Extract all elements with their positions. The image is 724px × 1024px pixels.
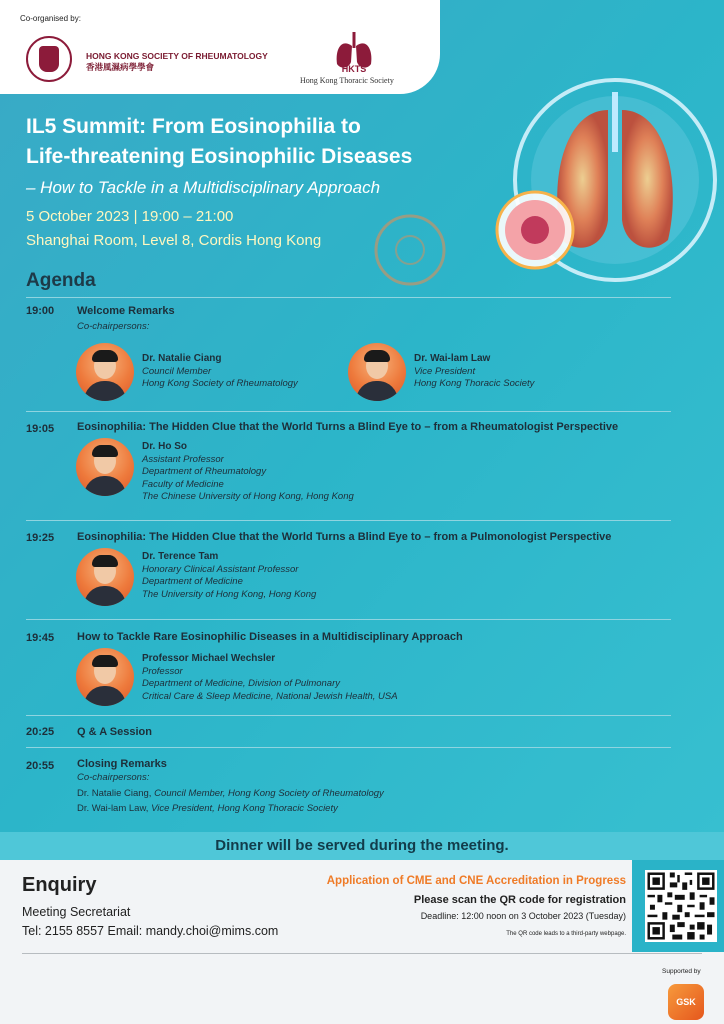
event-title: IL5 Summit: From Eosinophilia to Life-threatening Eosinophilic Diseases xyxy=(26,115,413,168)
speaker-info: Professor Michael Wechsler Professor Department of Medicine, Division of Pulmonary Critical Care & Sleep Medicine, National Jewish Health, USA xyxy=(142,653,398,702)
speaker-photo xyxy=(76,648,134,706)
speaker-info: Dr. Natalie Ciang Council Member Hong Kong Society of Rheumatology xyxy=(142,353,298,389)
session-time: 19:00 xyxy=(26,305,55,317)
session-time: 19:25 xyxy=(26,532,55,544)
supported-by-label: Supported by xyxy=(662,968,701,975)
qr-disclaimer: The QR code leads to a third-party webpage. xyxy=(506,931,626,937)
hkts-name: Hong Kong Thoracic Society xyxy=(300,76,394,85)
agenda-heading: Agenda xyxy=(26,270,96,291)
session-time: 19:45 xyxy=(26,632,55,644)
session-title: How to Tackle Rare Eosinophilic Diseases in a Multidisciplinary Approach xyxy=(77,631,463,643)
divider xyxy=(26,411,671,412)
speaker-photo xyxy=(76,438,134,496)
speaker-info: Dr. Ho So Assistant Professor Department of Rheumatology Faculty of Medicine The Chinese University of Hong Kong, Hong Kong xyxy=(142,441,354,502)
hkts-logo xyxy=(331,28,377,74)
event-venue: Shanghai Room, Level 8, Cordis Hong Kong xyxy=(26,232,322,249)
speaker-info: Dr. Wai-lam Law Vice President Hong Kong Thoracic Society xyxy=(414,353,535,389)
cochair-label: Co-chairpersons: xyxy=(77,772,150,783)
session-title: Welcome Remarks xyxy=(77,305,175,317)
speaker-photo xyxy=(76,343,134,401)
scan-instruction: Please scan the QR code for registration xyxy=(413,894,626,906)
contact-line: Tel: 2155 8557 Email: mandy.choi@mims.com xyxy=(22,924,279,938)
divider xyxy=(26,619,671,620)
cochair-label: Co-chairpersons: xyxy=(77,321,150,332)
speaker-photo xyxy=(348,343,406,401)
speaker-info: Dr. Terence Tam Honorary Clinical Assistant Professor Department of Medicine The University of Hong Kong, Hong Kong xyxy=(142,551,317,600)
divider xyxy=(26,747,671,748)
session-title: Eosinophilia: The Hidden Clue that the World Turns a Blind Eye to – from a Rheumatologist Perspective xyxy=(77,421,619,433)
cochair-line: Dr. Natalie Ciang, Council Member, Hong Kong Society of Rheumatology xyxy=(77,788,384,799)
secretariat-label: Meeting Secretariat xyxy=(22,905,131,919)
svg-text:HKTS: HKTS xyxy=(341,64,367,74)
session-time: 19:05 xyxy=(26,423,55,435)
event-date: 5 October 2023 | 19:00 – 21:00 xyxy=(26,208,234,225)
registration-deadline: Deadline: 12:00 noon on 3 October 2023 (Tuesday) xyxy=(420,911,626,921)
hksr-name: HONG KONG SOCIETY OF RHEUMATOLOGY 香港風濕病學學會 xyxy=(86,51,268,72)
event-subtitle: – How to Tackle in a Multidisciplinary Approach xyxy=(26,178,381,197)
session-title: Eosinophilia: The Hidden Clue that the World Turns a Blind Eye to – from a Pulmonologist Perspective xyxy=(77,531,612,543)
hksr-logo xyxy=(26,36,72,82)
session-time: 20:55 xyxy=(26,760,55,772)
dinner-banner: Dinner will be served during the meeting. xyxy=(0,832,724,860)
divider xyxy=(26,520,671,521)
lungs-illustration xyxy=(470,70,720,310)
coorganised-label: Co-organised by: xyxy=(20,14,81,23)
registration-qr-code[interactable] xyxy=(645,870,717,942)
enquiry-heading: Enquiry xyxy=(22,874,97,896)
footer-divider xyxy=(22,953,702,954)
speaker-photo xyxy=(76,548,134,606)
divider xyxy=(26,715,671,716)
cme-notice: Application of CME and CNE Accreditation in Progress xyxy=(326,875,626,887)
divider xyxy=(26,297,671,298)
session-time: 20:25 xyxy=(26,726,55,738)
cochair-line: Dr. Wai-lam Law, Vice President, Hong Kong Thoracic Society xyxy=(77,803,338,814)
session-title: Q & A Session xyxy=(77,726,152,738)
session-title: Closing Remarks xyxy=(77,758,167,770)
gsk-logo: GSK xyxy=(668,984,704,1020)
